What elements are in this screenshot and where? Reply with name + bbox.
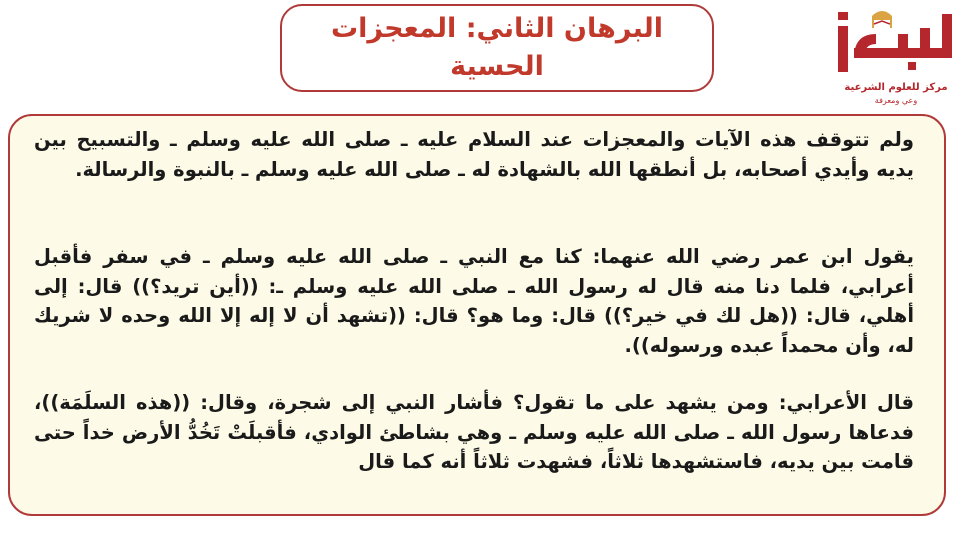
logo-subtitle: مركز للعلوم الشرعية bbox=[844, 82, 948, 93]
content-panel bbox=[8, 114, 946, 516]
logo-wordmark-icon bbox=[836, 4, 956, 80]
logo-tagline: وعي ومعرفة bbox=[874, 96, 918, 105]
slide-title: البرهان الثاني: المعجزات الحسية bbox=[330, 13, 664, 82]
paragraph-1: ولم تتوقف هذه الآيات والمعجزات عند السلام عليه ـ صلى الله عليه وسلم ـ والتسبيح بين يديه وأيدي أصحابه، بل أنطقها الله بالشهادة له ـ صلى الله عليه وسلم ـ بالنبوة والرسالة. bbox=[34, 128, 914, 181]
paragraph-2: يقول ابن عمر رضي الله عنهما: كنا مع النبي ـ صلى الله عليه وسلم ـ في سفر فأقبل أعرابي، فلما دنا منه قال له رسول الله ـ صلى الله عليه وسلم ـ: ((أين تريد؟)) قال: إلى أهلي، قال: ((هل لك في خير؟)) قال: وما هو؟ قال: ((تشهد أن لا إله إلا الله وحده لا شريك له، وأن محمداً عبده ورسوله)). bbox=[34, 245, 914, 357]
paragraph-3: قال الأعرابي: ومن يشهد على ما تقول؟ فأشار النبي إلى شجرة، وقال: ((هذه السلَمَة))، فدعاها رسول الله ـ صلى الله عليه وسلم ـ وهي بشاطئ الوادي، فأقبلَتْ تَخُدُّ الأرض خداً حتى قامت بين يديه، فاستشهدها ثلاثاً، فشهدت ثلاثاً أنه كما قال bbox=[34, 391, 914, 473]
logo bbox=[836, 4, 956, 110]
title-box bbox=[280, 4, 714, 92]
